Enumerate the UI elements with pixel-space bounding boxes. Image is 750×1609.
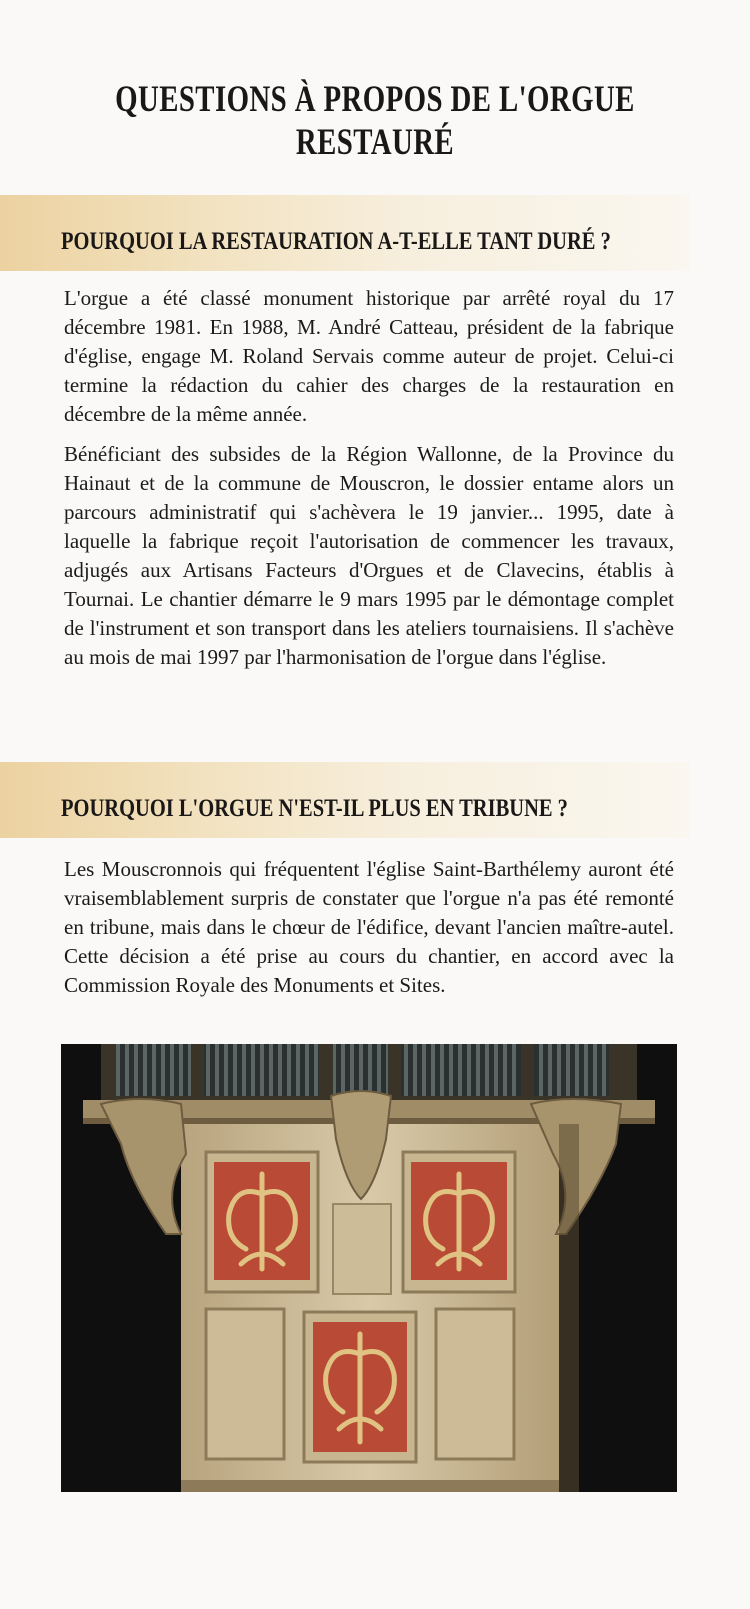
paragraph: Bénéficiant des subsides de la Région Wallonne, de la Province du Hainaut et de la commune de Mouscron, le dossier entame alors un parcours administratif qui s'achèvera le 19 janvier... 1995, date à laquelle la fabrique reçoit l'autorisation de commencer les travaux, adjugés aux Artisans Facteurs d'Orgues et de Clavecins, établis à Tournai. Le chantier démarre le 9 mars 1995 par le démontage complet de l'instrument et son transport dans les ateliers tournaisiens. Il s'achève au mois de mai 1997 par l'harmonisation de l'orgue dans l'église. — [64, 442, 674, 669]
section-heading: POURQUOI LA RESTAURATION A-T-ELLE TANT DURÉ ? — [61, 228, 611, 255]
organ-case-photo — [61, 1044, 677, 1492]
paragraph: Les Mouscronnois qui fréquentent l'église Saint-Barthélemy auront été vraisemblablement surpris de constater que l'orgue n'a pas été remonté en tribune, mais dans le chœur de l'édifice, devant l'ancien maître-autel. Cette décision a été prise au cours du chantier, en accord avec la Commission Royale des Monuments et Sites. — [64, 857, 674, 997]
paragraph: L'orgue a été classé monument historique par arrêté royal du 17 décembre 1981. En 1988, M. André Catteau, président de la fabrique d'église, engage M. Roland Servais comme auteur de projet. Celui-ci termine la rédaction du cahier des charges de la restauration en décembre de la même année. — [64, 286, 674, 426]
section-heading: POURQUOI L'ORGUE N'EST-IL PLUS EN TRIBUNE ? — [61, 795, 568, 822]
page-title: QUESTIONS À PROPOS DE L'ORGUE RESTAURÉ — [115, 79, 635, 163]
